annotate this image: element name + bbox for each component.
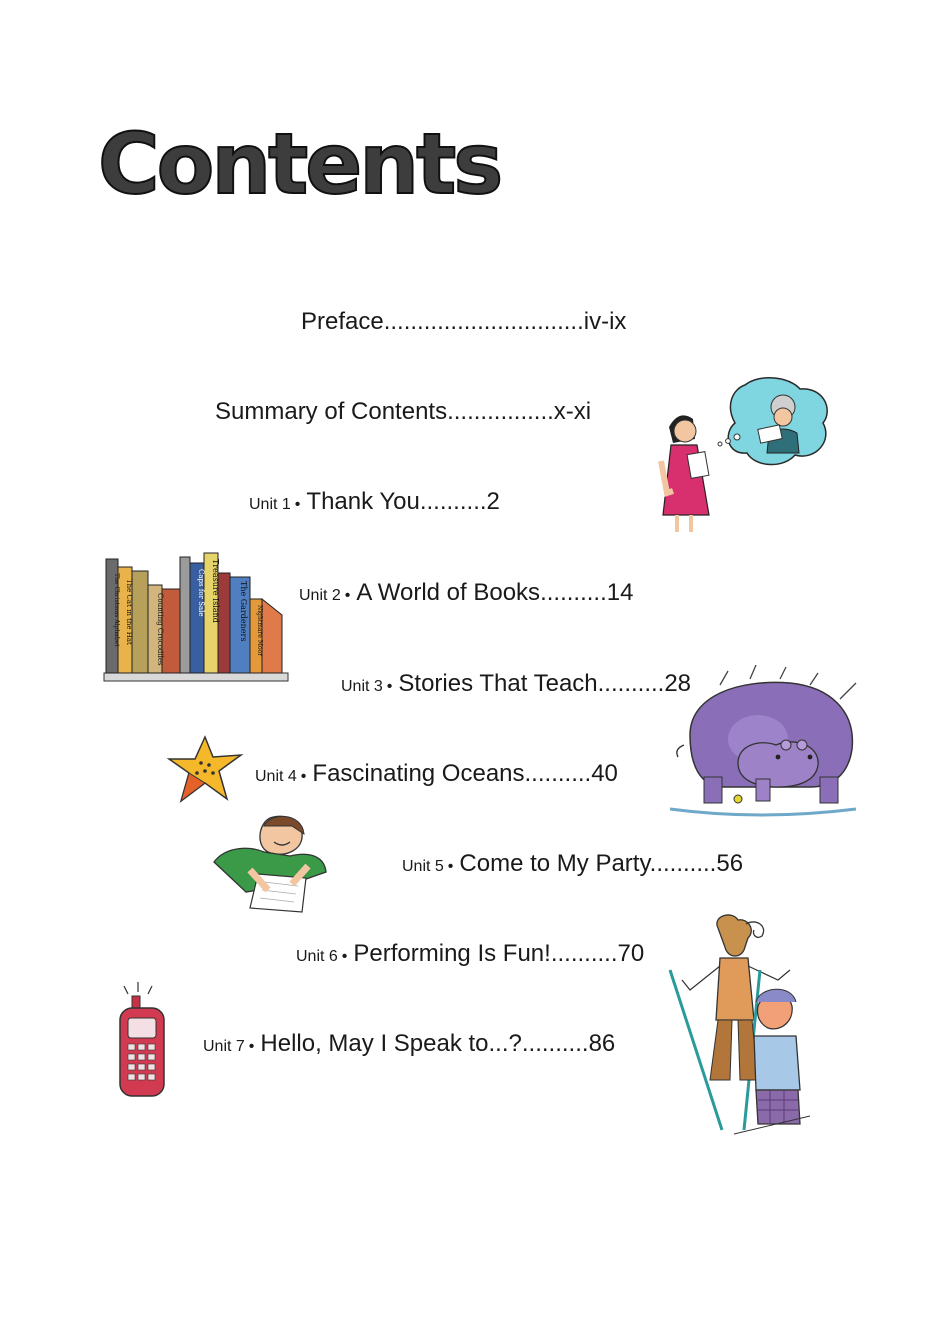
book-spine-label: Treasure Island bbox=[211, 559, 220, 623]
starfish-icon bbox=[165, 733, 245, 805]
entry-title: Hello, May I Speak to...? bbox=[260, 1030, 522, 1057]
toc-entry-unit-7[interactable] bbox=[203, 1032, 615, 1056]
entry-title: Come to My Party bbox=[459, 850, 650, 877]
entry-unit: Unit 1 bbox=[249, 496, 291, 513]
entry-page: 40 bbox=[591, 760, 618, 787]
book-spine-label: The Christmas Alphabet bbox=[113, 573, 120, 647]
entry-dots: .......... bbox=[550, 940, 618, 967]
toc-entry-unit-4[interactable] bbox=[255, 762, 618, 786]
bullet-icon: • bbox=[300, 768, 307, 785]
entry-dots: ................ bbox=[447, 398, 554, 425]
entry-unit: Unit 6 bbox=[296, 948, 338, 965]
bullet-icon: • bbox=[294, 496, 301, 513]
puppet-performer-icon bbox=[660, 910, 816, 1138]
entry-page: 70 bbox=[617, 940, 645, 967]
entry-dots: .......... bbox=[524, 760, 592, 787]
entry-page: 2 bbox=[486, 488, 500, 515]
bullet-icon: • bbox=[341, 948, 348, 965]
toc-entry-summary[interactable] bbox=[215, 400, 591, 424]
toc-entry-unit-1[interactable] bbox=[249, 490, 500, 514]
entry-title: Stories That Teach bbox=[398, 670, 598, 697]
entry-title: A World of Books bbox=[356, 579, 541, 606]
entry-dots: .......... bbox=[419, 488, 487, 515]
entry-title: Preface bbox=[301, 308, 384, 335]
girl-with-letter-icon bbox=[655, 375, 835, 535]
entry-title: Fascinating Oceans bbox=[312, 760, 525, 787]
entry-page: 56 bbox=[716, 850, 744, 877]
entry-page: 28 bbox=[664, 670, 692, 697]
bullet-icon: • bbox=[344, 587, 351, 604]
mobile-phone-icon bbox=[112, 982, 172, 1100]
entry-dots: .......... bbox=[521, 1030, 589, 1057]
bullet-icon: • bbox=[447, 858, 454, 875]
book-spine-label: The Gardeners bbox=[239, 581, 248, 642]
bullet-icon: • bbox=[248, 1038, 255, 1055]
toc-entry-unit-5[interactable] bbox=[402, 852, 743, 876]
bookshelf-icon bbox=[102, 549, 292, 685]
entry-page: iv-ix bbox=[583, 308, 627, 335]
entry-title: Summary of Contents bbox=[215, 398, 448, 425]
entry-dots: .............................. bbox=[383, 308, 584, 335]
toc-entry-preface[interactable] bbox=[301, 310, 626, 334]
entry-title: Performing Is Fun! bbox=[353, 940, 551, 967]
toc-entry-unit-3[interactable] bbox=[341, 672, 691, 696]
entry-unit: Unit 2 bbox=[299, 587, 341, 604]
boy-writing-icon bbox=[206, 812, 332, 916]
entry-title: Thank You bbox=[306, 488, 420, 515]
book-spine-label: Nightmare Moor bbox=[256, 605, 263, 657]
book-spine-label: Caps for Sale bbox=[197, 569, 205, 617]
entry-dots: .......... bbox=[649, 850, 717, 877]
entry-dots: .......... bbox=[540, 579, 607, 606]
book-spine-label: The Cat in the Hat bbox=[125, 579, 133, 645]
entry-unit: Unit 3 bbox=[341, 678, 383, 695]
toc-entry-unit-2[interactable] bbox=[299, 581, 633, 605]
entry-page: 14 bbox=[606, 579, 634, 606]
entry-unit: Unit 4 bbox=[255, 768, 297, 785]
entry-dots: .......... bbox=[597, 670, 665, 697]
entry-page: x-xi bbox=[553, 398, 592, 425]
entry-unit: Unit 7 bbox=[203, 1038, 245, 1055]
entry-page: 86 bbox=[588, 1030, 616, 1057]
entry-unit: Unit 5 bbox=[402, 858, 444, 875]
bullet-icon: • bbox=[386, 678, 393, 695]
page-title: Contents bbox=[98, 115, 501, 213]
hippo-icon bbox=[660, 665, 866, 820]
toc-entry-unit-6[interactable] bbox=[296, 942, 644, 966]
book-spine-label: Counting Crocodiles bbox=[156, 593, 164, 666]
